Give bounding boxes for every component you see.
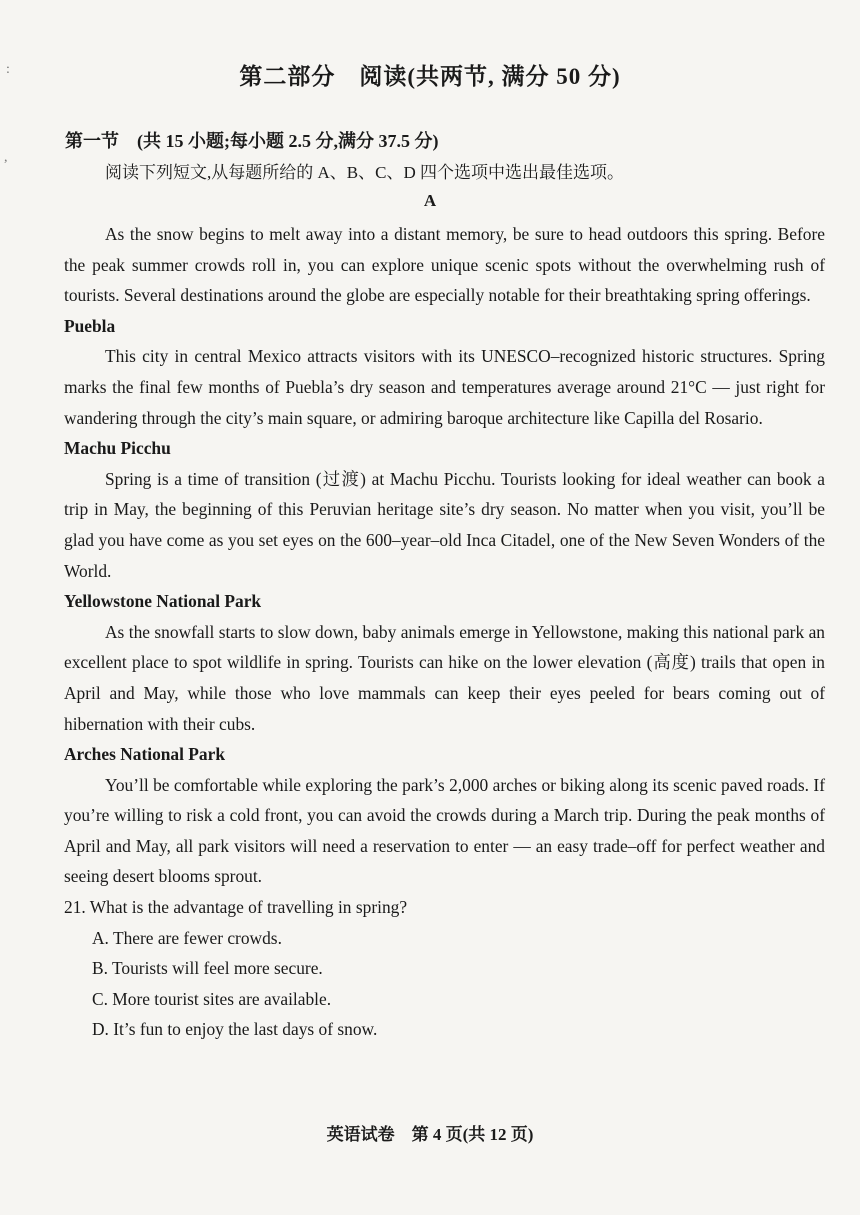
option-d: D. It’s fun to enjoy the last days of snow. [92,1019,378,1040]
destination-heading: Puebla [64,315,116,336]
passage-body [64,219,825,1045]
destination-heading: Arches National Park [64,744,226,765]
page-footer: 英语试卷 第 4 页(共 12 页) [326,1125,534,1144]
destination-text: This city in central Mexico attracts visitors with its UNESCO–recognized historic structures. Spring marks the final few months of Puebla’s dry season and temperatures average around 21°C — just right for wandering through the city’s main square, or admiring baroque architecture like Capilla del Rosario. [64,346,825,428]
destination-text: You’ll be comfortable while exploring the park’s 2,000 arches or biking along its scenic paved roads. If you’re willing to risk a cold front, you can avoid the crowds during a March trip. During the peak months of April and May, all park visitors will need a reservation to enter — an easy trade–off for perfect weather and seeing desert blooms sprout. [64,774,825,887]
option-c: C. More tourist sites are available. [92,988,332,1009]
option-b: B. Tourists will feel more secure. [92,958,323,979]
passage-letter: A [423,191,437,210]
section-instruction: 阅读下列短文,从每题所给的 A、B、C、D 四个选项中选出最佳选项。 [105,163,624,182]
scan-mark: , [4,150,8,165]
passage-intro: As the snow begins to melt away into a distant memory, be sure to head outdoors this spring. Before the peak summer crowds roll in, you can explore unique scenic spots without the overwhelming rush of tourists. Several destinations around the globe are especially notable for their breathtaking spring offerings. [64,224,825,306]
answer-options [64,923,825,1045]
destination-heading: Machu Picchu [64,438,171,459]
destination-text: As the snowfall starts to slow down, baby animals emerge in Yellowstone, making this national park an excellent place to spot wildlife in spring. Tourists can hike on the lower elevation (高度) trails that open in April and May, while those who love mammals can keep their eyes peeled for bears coming out of hibernation with their cubs. [64,621,825,734]
question-stem: 21. What is the advantage of travelling in spring? [64,897,408,918]
page-title: 第二部分 阅读(共两节, 满分 50 分) [239,64,621,89]
destination-heading: Yellowstone National Park [64,591,262,612]
section-heading: 第一节 (共 15 小题;每小题 2.5 分,满分 37.5 分) [65,131,439,151]
option-a: A. There are fewer crowds. [92,927,282,948]
scan-mark: : [6,62,10,77]
destination-text: Spring is a time of transition (过渡) at Machu Picchu. Tourists looking for ideal weather can book a trip in May, the beginning of this Peruvian heritage site’s dry season. No matter when you visit, you’ll be glad you have come as you set eyes on the 600–year–old Inca Citadel, one of the New Seven Wonders of the World. [64,468,825,581]
